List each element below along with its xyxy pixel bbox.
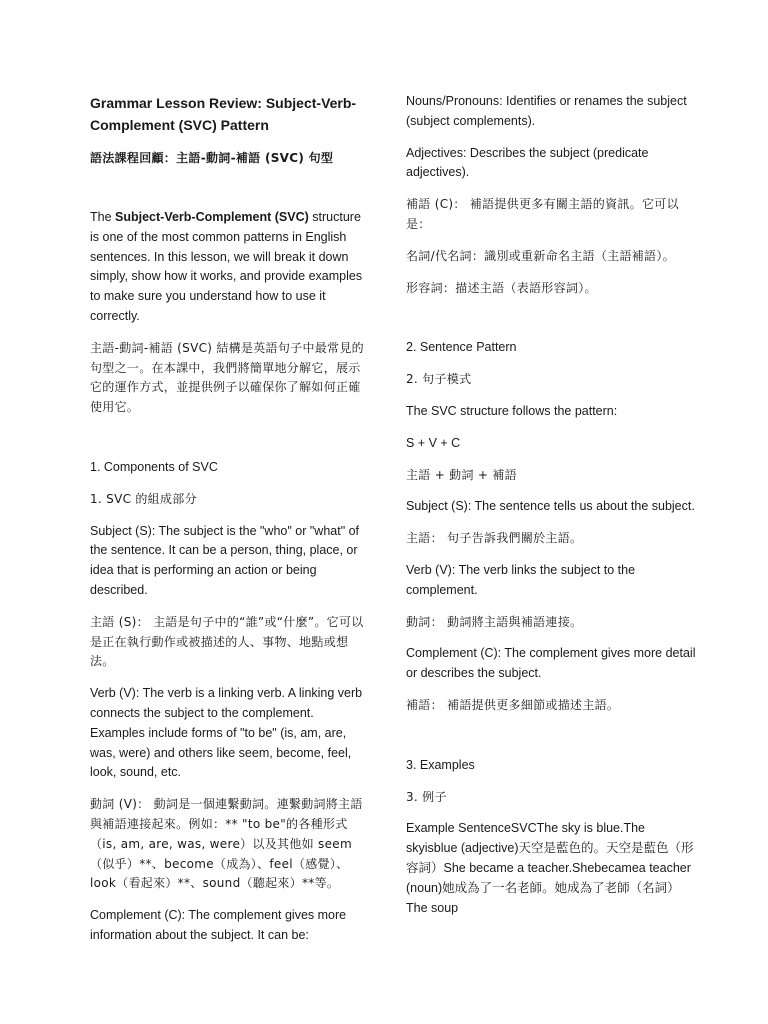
document-title-chinese: 語法課程回顧：主語-動詞-補語 (SVC) 句型 — [90, 151, 334, 165]
section3-heading-chinese: 3. 例子 — [406, 789, 447, 804]
intro-prefix: The — [90, 210, 116, 224]
intro-paragraph — [90, 208, 372, 327]
adjectives-item: Adjectives: Describes the subject (predicate adjectives). — [406, 145, 649, 180]
section3-heading: 3. Examples — [406, 757, 475, 772]
complement-chinese-3: 形容詞：描述主語（表語形容詞）。 — [406, 280, 597, 295]
right-column — [406, 92, 696, 918]
intro-paragraph-chinese: 主語-動詞-補語 (SVC) 結構是英語句子中最常見的句型之一。在本課中，我們將簡單地分解它，展示它的運作方式，並提供例子以確保你了解如何正確使用它。 — [90, 340, 364, 415]
verb-line-chinese: 動詞： 動詞將主語與補語連接。 — [406, 614, 583, 629]
section2-heading-chinese: 2. 句子模式 — [406, 372, 472, 387]
subject-line: Subject (S): The sentence tells us about the subject. — [406, 499, 695, 514]
complement-chinese-1: 補語 (C)： 補語提供更多有關主語的資訊。它可以是： — [406, 197, 679, 231]
pattern-formula-chinese: 主語 + 動詞 + 補語 — [406, 467, 517, 482]
subject-definition-chinese: 主語 (S)： 主語是句子中的“誰”或“什麼”。它可以是正在執行動作或被描述的人、事物、地點或想法。 — [90, 614, 364, 669]
complement-chinese-2: 名詞/代名詞：識別或重新命名主語（主語補語）。 — [406, 248, 675, 263]
subject-definition: Subject (S): The subject is the "who" or "what" of the sentence. It can be a person, thing, place, or idea that is performing an action or being described. — [90, 523, 360, 597]
complement-line-chinese: 補語： 補語提供更多細節或描述主語。 — [406, 697, 620, 712]
intro-bold-term: Subject-Verb-Complement (SVC) — [115, 210, 309, 224]
verb-definition-chinese: 動詞 (V)： 動詞是一個連繫動詞。連繫動詞將主語與補語連接起來。例如：** "to be"的各種形式（is, am, are, was, were）以及其他如 seem（似乎）**、become（成為）、feel（感覺）、look（看起來）**、sound（聽起來）**等。 — [90, 797, 363, 891]
section2-heading: 2. Sentence Pattern — [406, 340, 517, 355]
complement-line: Complement (C): The complement gives more detail or describes the subject. — [406, 646, 696, 681]
pattern-intro: The SVC structure follows the pattern: — [406, 403, 618, 418]
intro-suffix: structure is one of the most common patterns in English sentences. In this lesson, we will break it down simply, show how it works, and provide examples to make sure you understand how to use it correctly. — [90, 210, 363, 323]
section1-heading: 1. Components of SVC — [90, 459, 218, 474]
verb-line: Verb (V): The verb links the subject to the complement. — [406, 562, 636, 597]
verb-definition: Verb (V): The verb is a linking verb. A linking verb connects the subject to the complement. Examples include forms of "to be" (is, am, are, was, were) and others like seem, become, feel, look, sound, etc. — [90, 686, 363, 780]
examples-table-text: Example SentenceSVCThe sky is blue.The skyisblue (adjective)天空是藍色的。天空是藍色（形容詞）She became a teacher.Shebecamea teacher (noun)她成為了一名老師。她成為了老師（名詞）The soup — [406, 821, 694, 915]
subject-line-chinese: 主語： 句子告訴我們關於主語。 — [406, 531, 583, 546]
left-column — [90, 92, 372, 946]
complement-definition: Complement (C): The complement gives more information about the subject. It can be: — [90, 908, 347, 942]
pattern-formula: S + V + C — [406, 435, 461, 450]
document-title: Grammar Lesson Review: Subject-Verb-Complement (SVC) Pattern — [90, 95, 357, 133]
section1-heading-chinese: 1. SVC 的組成部分 — [90, 491, 197, 506]
nouns-pronouns-item: Nouns/Pronouns: Identifies or renames the subject (subject complements). — [406, 94, 687, 128]
